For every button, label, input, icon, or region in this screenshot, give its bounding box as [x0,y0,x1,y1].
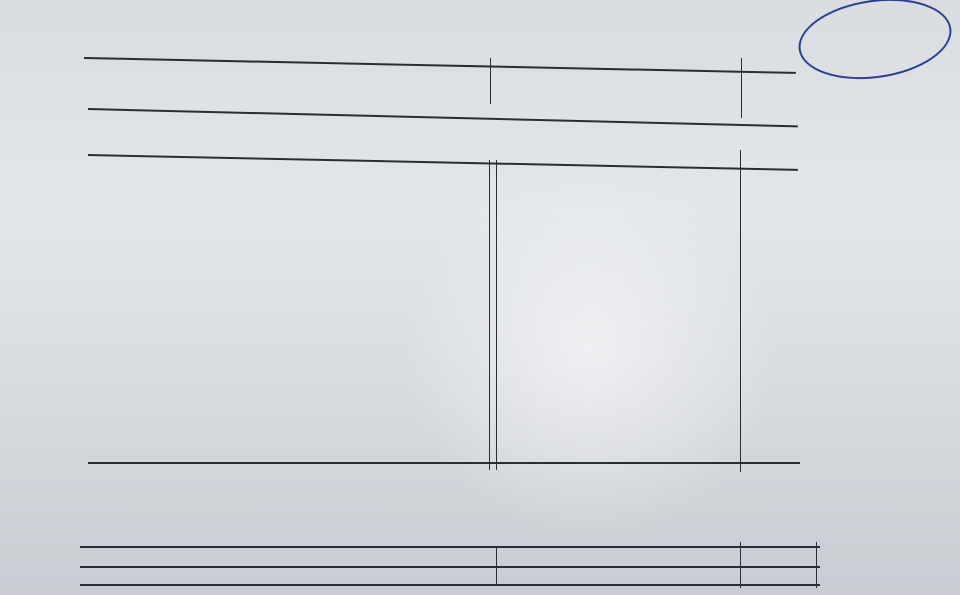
grid-line [740,542,741,588]
top-total-rule [88,108,798,127]
grid-line [490,58,491,104]
grm-rule-bottom [80,584,820,586]
grid-line [816,542,817,588]
rec-total-rule [88,462,800,464]
rec-table-rule [88,154,798,170]
grid-line [741,58,742,118]
handwritten-circle [793,0,956,88]
grid-line [496,160,497,470]
top-table-rule [84,57,796,74]
grm-rule-mid [80,566,820,568]
photo-glare [380,120,800,540]
grid-line [740,150,741,472]
grid-line [489,160,490,470]
grid-line [496,546,497,586]
grm-rule-top [80,546,820,548]
